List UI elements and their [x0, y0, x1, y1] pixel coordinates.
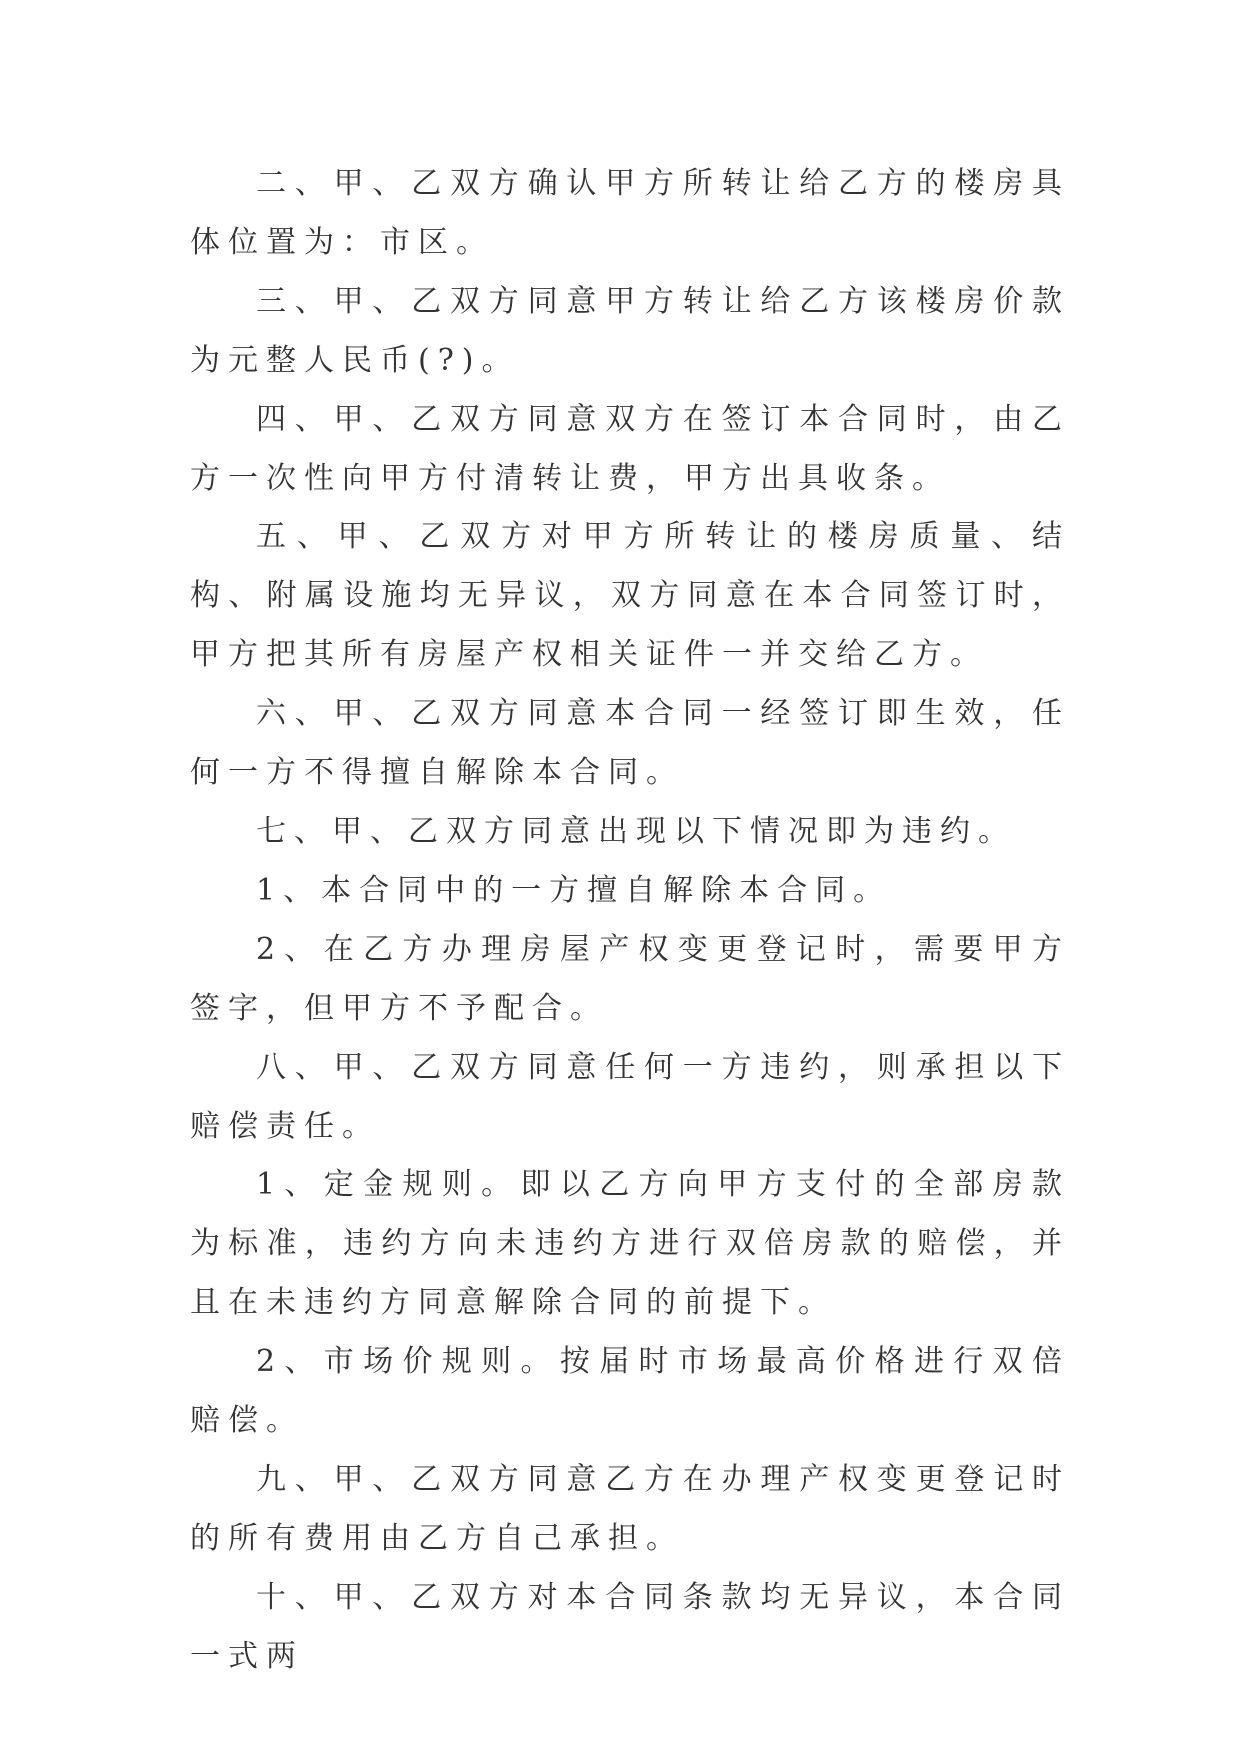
- clause-2-paragraph: 二、甲、乙双方确认甲方所转让给乙方的楼房具体位置为：市区。: [190, 166, 1070, 260]
- clause-8-item-1: 1、定金规则。即以乙方向甲方支付的全部房款为标准，违约方向未违约方进行双倍房款的赔偿，并且在未违约方同意解除合同的前提下。: [190, 1167, 1070, 1321]
- clause-4-paragraph: 四、甲、乙双方同意双方在签订本合同时，由乙方一次性向甲方付清转让费，甲方出具收条。: [190, 401, 1070, 496]
- clause-7-item-2: 2、在乙方办理房屋产权变更登记时，需要甲方签字，但甲方不予配合。: [190, 931, 1070, 1026]
- clause-6-paragraph: 六、甲、乙双方同意本合同一经签订即生效，任何一方不得擅自解除本合同。: [190, 696, 1070, 791]
- clause-8-item-2: 2、市场价规则。按届时市场最高价格进行双倍赔偿。: [190, 1344, 1070, 1439]
- contract-body: [190, 155, 1070, 1687]
- clause-10-paragraph: 十、甲、乙双方对本合同条款均无异议，本合同一式两: [190, 1579, 1070, 1674]
- clause-3-paragraph: 三、甲、乙双方同意甲方转让给乙方该楼房价款为元整人民币(?)。: [190, 283, 1070, 378]
- clause-7-item-1: 1、本合同中的一方擅自解除本合同。: [256, 872, 892, 908]
- clause-9-paragraph: 九、甲、乙双方同意乙方在办理产权变更登记时的所有费用由乙方自己承担。: [190, 1461, 1070, 1556]
- clause-7-paragraph: 七、甲、乙双方同意出现以下情况即为违约。: [256, 813, 1016, 849]
- clause-8-paragraph: 八、甲、乙双方同意任何一方违约，则承担以下赔偿责任。: [190, 1049, 1070, 1144]
- clause-5-paragraph: 五、甲、乙双方对甲方所转让的楼房质量、结构、附属设施均无异议，双方同意在本合同签订时，甲方把其所有房屋产权相关证件一并交给乙方。: [190, 519, 1070, 673]
